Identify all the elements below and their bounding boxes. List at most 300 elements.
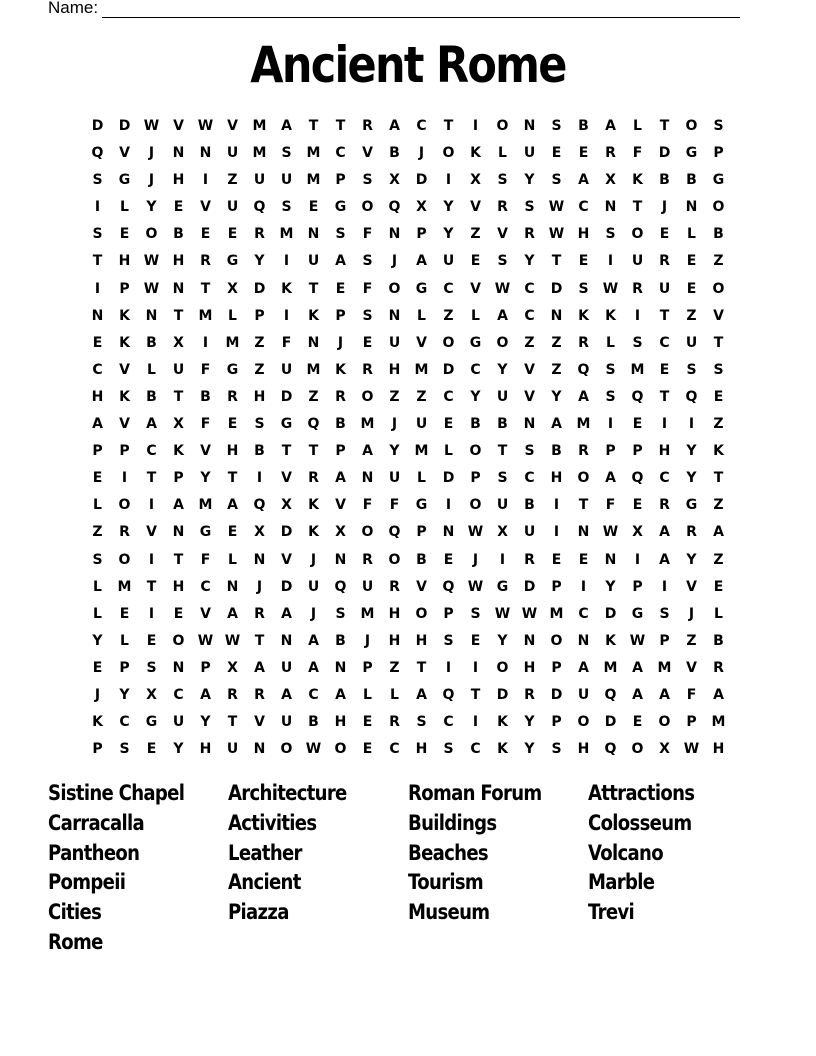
- grid-letter[interactable]: D: [658, 145, 671, 162]
- grid-letter[interactable]: C: [578, 605, 589, 622]
- grid-letter[interactable]: R: [200, 253, 211, 270]
- grid-letter[interactable]: W: [143, 118, 160, 134]
- grid-letter[interactable]: X: [389, 172, 400, 189]
- grid-letter[interactable]: M: [306, 145, 321, 162]
- grid-letter[interactable]: N: [577, 632, 590, 649]
- grid-letter[interactable]: Q: [91, 145, 104, 162]
- grid-letter[interactable]: Z: [416, 388, 427, 405]
- grid-letter[interactable]: C: [470, 741, 481, 758]
- grid-letter[interactable]: O: [442, 145, 455, 162]
- grid-letter[interactable]: L: [363, 686, 372, 703]
- grid-letter[interactable]: E: [335, 280, 346, 297]
- grid-letter[interactable]: N: [172, 145, 185, 162]
- grid-letter[interactable]: E: [227, 524, 238, 541]
- grid-letter[interactable]: N: [307, 334, 320, 351]
- grid-letter[interactable]: V: [335, 497, 346, 514]
- grid-letter[interactable]: U: [280, 714, 293, 731]
- grid-letter[interactable]: M: [198, 497, 213, 514]
- grid-letter[interactable]: Y: [470, 388, 481, 405]
- grid-letter[interactable]: T: [173, 388, 184, 405]
- grid-letter[interactable]: H: [199, 741, 212, 758]
- grid-letter[interactable]: M: [306, 361, 321, 378]
- grid-letter[interactable]: K: [497, 714, 508, 731]
- grid-letter[interactable]: X: [254, 524, 265, 541]
- grid-letter[interactable]: E: [551, 551, 562, 568]
- grid-letter[interactable]: K: [605, 307, 616, 324]
- grid-letter[interactable]: Q: [604, 741, 617, 758]
- grid-letter[interactable]: A: [335, 253, 346, 270]
- grid-letter[interactable]: B: [713, 632, 724, 649]
- grid-letter[interactable]: G: [469, 334, 482, 351]
- grid-letter[interactable]: D: [253, 280, 266, 297]
- grid-letter[interactable]: P: [632, 443, 643, 460]
- grid-letter[interactable]: T: [308, 118, 319, 134]
- grid-letter[interactable]: M: [549, 605, 564, 622]
- grid-letter[interactable]: M: [252, 118, 267, 134]
- grid-letter[interactable]: Y: [686, 470, 697, 487]
- grid-letter[interactable]: M: [225, 334, 240, 351]
- grid-letter[interactable]: M: [117, 578, 132, 595]
- grid-letter[interactable]: R: [389, 578, 400, 595]
- grid-letter[interactable]: P: [713, 145, 724, 162]
- grid-letter[interactable]: S: [551, 172, 562, 189]
- grid-letter[interactable]: Q: [577, 361, 590, 378]
- grid-letter[interactable]: D: [442, 470, 455, 487]
- grid-letter[interactable]: A: [632, 659, 643, 676]
- grid-letter[interactable]: J: [148, 145, 155, 162]
- grid-letter[interactable]: A: [146, 416, 157, 433]
- grid-letter[interactable]: C: [308, 686, 319, 703]
- grid-letter[interactable]: G: [118, 172, 131, 189]
- grid-letter[interactable]: G: [415, 280, 428, 297]
- grid-letter[interactable]: Y: [146, 199, 157, 216]
- grid-letter[interactable]: Z: [524, 334, 535, 351]
- grid-letter[interactable]: Y: [389, 443, 400, 460]
- grid-letter[interactable]: B: [713, 226, 724, 243]
- grid-letter[interactable]: Y: [686, 443, 697, 460]
- grid-letter[interactable]: C: [524, 307, 535, 324]
- grid-letter[interactable]: O: [361, 388, 374, 405]
- grid-letter[interactable]: A: [416, 686, 427, 703]
- grid-letter[interactable]: C: [146, 443, 157, 460]
- grid-letter[interactable]: Y: [551, 388, 562, 405]
- grid-letter[interactable]: Y: [524, 253, 535, 270]
- grid-letter[interactable]: P: [92, 741, 103, 758]
- name-field[interactable]: [48, 0, 740, 18]
- grid-letter[interactable]: A: [659, 686, 670, 703]
- grid-letter[interactable]: Y: [524, 714, 535, 731]
- grid-letter[interactable]: L: [471, 307, 480, 324]
- grid-letter[interactable]: Y: [443, 226, 454, 243]
- grid-letter[interactable]: R: [632, 280, 643, 297]
- grid-letter[interactable]: O: [442, 334, 455, 351]
- grid-letter[interactable]: U: [523, 145, 536, 162]
- grid-letter[interactable]: W: [683, 741, 700, 758]
- grid-letter[interactable]: E: [173, 605, 184, 622]
- grid-letter[interactable]: V: [173, 118, 184, 134]
- grid-letter[interactable]: S: [632, 334, 643, 351]
- grid-letter[interactable]: E: [362, 714, 373, 731]
- grid-letter[interactable]: Z: [389, 659, 400, 676]
- grid-letter[interactable]: B: [551, 443, 562, 460]
- grid-letter[interactable]: N: [199, 145, 212, 162]
- grid-letter[interactable]: W: [521, 605, 538, 622]
- grid-letter[interactable]: C: [578, 199, 589, 216]
- grid-letter[interactable]: E: [659, 361, 670, 378]
- grid-letter[interactable]: U: [496, 497, 509, 514]
- grid-letter[interactable]: M: [657, 659, 672, 676]
- grid-letter[interactable]: D: [550, 686, 563, 703]
- grid-letter[interactable]: K: [632, 172, 643, 189]
- grid-letter[interactable]: A: [713, 686, 724, 703]
- grid-letter[interactable]: Y: [686, 551, 697, 568]
- grid-letter[interactable]: A: [335, 470, 346, 487]
- grid-letter[interactable]: H: [172, 253, 185, 270]
- grid-letter[interactable]: Q: [631, 470, 644, 487]
- grid-letter[interactable]: P: [470, 470, 481, 487]
- grid-letter[interactable]: I: [256, 470, 263, 487]
- grid-letter[interactable]: T: [227, 470, 238, 487]
- grid-letter[interactable]: T: [659, 118, 670, 134]
- grid-letter[interactable]: B: [659, 172, 670, 189]
- grid-letter[interactable]: R: [686, 524, 697, 541]
- grid-letter[interactable]: K: [173, 443, 184, 460]
- grid-letter[interactable]: A: [308, 659, 319, 676]
- grid-letter[interactable]: B: [497, 416, 508, 433]
- grid-letter[interactable]: V: [416, 578, 427, 595]
- grid-letter[interactable]: S: [713, 361, 724, 378]
- grid-letter[interactable]: N: [91, 307, 104, 324]
- grid-letter[interactable]: H: [388, 605, 401, 622]
- grid-letter[interactable]: L: [147, 361, 156, 378]
- grid-letter[interactable]: S: [605, 226, 616, 243]
- grid-letter[interactable]: Q: [334, 578, 347, 595]
- grid-letter[interactable]: U: [361, 578, 374, 595]
- grid-letter[interactable]: M: [306, 172, 321, 189]
- grid-letter[interactable]: U: [226, 145, 239, 162]
- grid-letter[interactable]: I: [148, 497, 155, 514]
- grid-letter[interactable]: K: [578, 307, 589, 324]
- grid-letter[interactable]: A: [281, 686, 292, 703]
- grid-letter[interactable]: T: [173, 307, 184, 324]
- grid-letter[interactable]: S: [659, 605, 670, 622]
- grid-letter[interactable]: I: [688, 416, 695, 433]
- grid-letter[interactable]: S: [551, 741, 562, 758]
- grid-letter[interactable]: V: [119, 416, 130, 433]
- grid-letter[interactable]: T: [659, 307, 670, 324]
- grid-letter[interactable]: N: [523, 416, 536, 433]
- grid-letter[interactable]: M: [252, 145, 267, 162]
- grid-letter[interactable]: J: [310, 605, 317, 622]
- grid-letter[interactable]: A: [335, 686, 346, 703]
- grid-letter[interactable]: W: [467, 578, 484, 595]
- grid-letter[interactable]: N: [550, 307, 563, 324]
- grid-letter[interactable]: Z: [551, 361, 562, 378]
- grid-letter[interactable]: A: [416, 253, 427, 270]
- grid-letter[interactable]: S: [416, 714, 427, 731]
- grid-letter[interactable]: J: [364, 632, 371, 649]
- grid-letter[interactable]: B: [416, 551, 427, 568]
- grid-letter[interactable]: P: [416, 226, 427, 243]
- grid-letter[interactable]: U: [226, 199, 239, 216]
- grid-letter[interactable]: H: [118, 253, 131, 270]
- grid-letter[interactable]: J: [472, 551, 479, 568]
- grid-letter[interactable]: E: [632, 416, 643, 433]
- grid-letter[interactable]: Y: [200, 470, 211, 487]
- grid-letter[interactable]: Y: [524, 172, 535, 189]
- grid-letter[interactable]: A: [578, 659, 589, 676]
- grid-letter[interactable]: R: [578, 443, 589, 460]
- grid-letter[interactable]: Z: [713, 497, 724, 514]
- grid-letter[interactable]: M: [630, 361, 645, 378]
- grid-letter[interactable]: I: [121, 470, 128, 487]
- grid-letter[interactable]: V: [362, 145, 373, 162]
- grid-letter[interactable]: L: [444, 443, 453, 460]
- grid-letter[interactable]: Y: [173, 741, 184, 758]
- grid-letter[interactable]: I: [94, 199, 101, 216]
- grid-letter[interactable]: U: [658, 280, 671, 297]
- grid-letter[interactable]: M: [360, 416, 375, 433]
- grid-letter[interactable]: A: [281, 118, 292, 134]
- grid-letter[interactable]: Y: [605, 578, 616, 595]
- grid-letter[interactable]: F: [632, 145, 643, 162]
- grid-letter[interactable]: P: [443, 605, 454, 622]
- grid-letter[interactable]: O: [685, 118, 698, 134]
- grid-letter[interactable]: B: [335, 632, 346, 649]
- grid-letter[interactable]: M: [711, 714, 726, 731]
- grid-letter[interactable]: M: [603, 659, 618, 676]
- grid-letter[interactable]: S: [92, 226, 103, 243]
- grid-letter[interactable]: H: [334, 714, 347, 731]
- grid-letter[interactable]: C: [524, 470, 535, 487]
- grid-letter[interactable]: S: [443, 632, 454, 649]
- grid-letter[interactable]: W: [467, 524, 484, 541]
- grid-letter[interactable]: I: [607, 253, 614, 270]
- grid-letter[interactable]: P: [119, 659, 130, 676]
- grid-letter[interactable]: I: [634, 551, 641, 568]
- grid-letter[interactable]: J: [94, 686, 101, 703]
- grid-letter[interactable]: L: [714, 605, 723, 622]
- grid-letter[interactable]: E: [713, 578, 724, 595]
- grid-letter[interactable]: U: [523, 524, 536, 541]
- grid-letter[interactable]: H: [172, 172, 185, 189]
- grid-letter[interactable]: P: [173, 470, 184, 487]
- grid-letter[interactable]: J: [337, 334, 344, 351]
- grid-letter[interactable]: R: [227, 388, 238, 405]
- grid-letter[interactable]: K: [497, 741, 508, 758]
- grid-letter[interactable]: T: [551, 253, 562, 270]
- grid-letter[interactable]: S: [362, 253, 373, 270]
- grid-letter[interactable]: L: [633, 118, 642, 134]
- grid-letter[interactable]: Q: [685, 388, 698, 405]
- grid-letter[interactable]: X: [632, 524, 643, 541]
- grid-letter[interactable]: I: [283, 307, 290, 324]
- grid-letter[interactable]: A: [578, 172, 589, 189]
- grid-letter[interactable]: N: [523, 632, 536, 649]
- grid-letter[interactable]: Q: [604, 686, 617, 703]
- grid-letter[interactable]: I: [499, 551, 506, 568]
- grid-letter[interactable]: H: [577, 226, 590, 243]
- grid-letter[interactable]: E: [362, 334, 373, 351]
- grid-letter[interactable]: G: [145, 714, 158, 731]
- grid-letter[interactable]: A: [605, 470, 616, 487]
- grid-letter[interactable]: X: [173, 334, 184, 351]
- grid-letter[interactable]: B: [146, 334, 157, 351]
- grid-letter[interactable]: S: [551, 118, 562, 134]
- grid-letter[interactable]: D: [550, 280, 563, 297]
- grid-letter[interactable]: W: [224, 632, 241, 649]
- grid-letter[interactable]: C: [200, 578, 211, 595]
- grid-letter[interactable]: O: [172, 632, 185, 649]
- grid-letter[interactable]: S: [146, 659, 157, 676]
- grid-letter[interactable]: F: [362, 497, 373, 514]
- grid-letter[interactable]: M: [198, 307, 213, 324]
- grid-letter[interactable]: T: [308, 443, 319, 460]
- grid-letter[interactable]: X: [227, 280, 238, 297]
- grid-letter[interactable]: A: [497, 307, 508, 324]
- grid-letter[interactable]: F: [281, 334, 292, 351]
- grid-letter[interactable]: L: [417, 470, 426, 487]
- grid-letter[interactable]: B: [578, 118, 589, 134]
- grid-letter[interactable]: C: [443, 280, 454, 297]
- grid-letter[interactable]: R: [227, 686, 238, 703]
- grid-letter[interactable]: P: [119, 280, 130, 297]
- grid-letter[interactable]: U: [388, 470, 401, 487]
- grid-letter[interactable]: J: [418, 145, 425, 162]
- grid-letter[interactable]: I: [445, 497, 452, 514]
- grid-letter[interactable]: O: [496, 659, 509, 676]
- grid-letter[interactable]: O: [496, 118, 509, 134]
- grid-letter[interactable]: V: [713, 307, 724, 324]
- grid-letter[interactable]: U: [226, 741, 239, 758]
- grid-letter[interactable]: K: [281, 280, 292, 297]
- grid-letter[interactable]: C: [119, 714, 130, 731]
- grid-letter[interactable]: O: [280, 741, 293, 758]
- grid-letter[interactable]: G: [226, 253, 239, 270]
- grid-letter[interactable]: R: [308, 470, 319, 487]
- grid-letter[interactable]: O: [388, 280, 401, 297]
- grid-letter[interactable]: P: [92, 443, 103, 460]
- grid-letter[interactable]: W: [197, 118, 214, 134]
- grid-letter[interactable]: K: [92, 714, 103, 731]
- grid-letter[interactable]: T: [146, 578, 157, 595]
- grid-letter[interactable]: O: [145, 226, 158, 243]
- grid-letter[interactable]: P: [605, 443, 616, 460]
- grid-letter[interactable]: N: [388, 307, 401, 324]
- grid-letter[interactable]: Y: [443, 199, 454, 216]
- grid-letter[interactable]: T: [308, 280, 319, 297]
- grid-letter[interactable]: L: [390, 686, 399, 703]
- grid-letter[interactable]: Y: [200, 714, 211, 731]
- grid-letter[interactable]: A: [632, 686, 643, 703]
- grid-letter[interactable]: C: [173, 686, 184, 703]
- grid-letter[interactable]: E: [443, 551, 454, 568]
- grid-letter[interactable]: H: [91, 388, 104, 405]
- grid-letter[interactable]: P: [551, 578, 562, 595]
- grid-letter[interactable]: K: [308, 497, 319, 514]
- grid-letter[interactable]: S: [713, 118, 724, 134]
- grid-letter[interactable]: Z: [686, 632, 697, 649]
- grid-letter[interactable]: N: [685, 199, 698, 216]
- grid-letter[interactable]: R: [254, 605, 265, 622]
- grid-letter[interactable]: G: [280, 416, 293, 433]
- grid-letter[interactable]: H: [226, 443, 239, 460]
- grid-letter[interactable]: V: [470, 280, 481, 297]
- grid-letter[interactable]: H: [415, 632, 428, 649]
- grid-letter[interactable]: E: [119, 605, 130, 622]
- grid-letter[interactable]: T: [578, 497, 589, 514]
- grid-letter[interactable]: U: [388, 334, 401, 351]
- grid-letter[interactable]: V: [686, 659, 697, 676]
- grid-letter[interactable]: I: [607, 416, 614, 433]
- grid-letter[interactable]: K: [119, 388, 130, 405]
- grid-letter[interactable]: R: [254, 226, 265, 243]
- grid-letter[interactable]: U: [307, 578, 320, 595]
- grid-letter[interactable]: A: [281, 605, 292, 622]
- grid-letter[interactable]: Q: [442, 686, 455, 703]
- grid-letter[interactable]: F: [362, 280, 373, 297]
- grid-letter[interactable]: X: [146, 686, 157, 703]
- grid-letter[interactable]: Q: [631, 388, 644, 405]
- grid-letter[interactable]: G: [199, 524, 212, 541]
- grid-letter[interactable]: L: [228, 551, 237, 568]
- grid-letter[interactable]: S: [497, 470, 508, 487]
- grid-letter[interactable]: O: [550, 632, 563, 649]
- grid-letter[interactable]: E: [578, 551, 589, 568]
- grid-letter[interactable]: R: [119, 524, 130, 541]
- grid-letter[interactable]: L: [93, 578, 102, 595]
- grid-letter[interactable]: T: [443, 118, 454, 134]
- grid-letter[interactable]: A: [227, 497, 238, 514]
- grid-letter[interactable]: I: [283, 253, 290, 270]
- grid-letter[interactable]: A: [200, 686, 211, 703]
- grid-letter[interactable]: G: [631, 605, 644, 622]
- grid-letter[interactable]: W: [143, 280, 160, 297]
- grid-letter[interactable]: L: [417, 307, 426, 324]
- grid-letter[interactable]: J: [256, 578, 263, 595]
- grid-letter[interactable]: T: [335, 118, 346, 134]
- grid-letter[interactable]: Q: [388, 199, 401, 216]
- grid-letter[interactable]: U: [280, 659, 293, 676]
- grid-letter[interactable]: R: [713, 659, 724, 676]
- grid-letter[interactable]: G: [712, 172, 725, 189]
- grid-letter[interactable]: E: [308, 199, 319, 216]
- grid-letter[interactable]: I: [148, 605, 155, 622]
- grid-letter[interactable]: S: [443, 741, 454, 758]
- grid-letter[interactable]: M: [360, 605, 375, 622]
- grid-letter[interactable]: D: [604, 605, 617, 622]
- grid-letter[interactable]: A: [551, 416, 562, 433]
- grid-letter[interactable]: Q: [442, 578, 455, 595]
- grid-letter[interactable]: L: [687, 226, 696, 243]
- grid-letter[interactable]: S: [686, 361, 697, 378]
- grid-letter[interactable]: C: [389, 741, 400, 758]
- grid-letter[interactable]: H: [523, 659, 536, 676]
- grid-letter[interactable]: S: [524, 199, 535, 216]
- grid-letter[interactable]: V: [416, 334, 427, 351]
- grid-letter[interactable]: J: [688, 605, 695, 622]
- grid-letter[interactable]: C: [92, 361, 103, 378]
- grid-letter[interactable]: V: [254, 714, 265, 731]
- grid-letter[interactable]: R: [578, 334, 589, 351]
- grid-letter[interactable]: K: [470, 145, 481, 162]
- grid-letter[interactable]: M: [414, 361, 429, 378]
- grid-letter[interactable]: C: [659, 470, 670, 487]
- grid-letter[interactable]: K: [335, 361, 346, 378]
- grid-letter[interactable]: X: [335, 524, 346, 541]
- grid-letter[interactable]: P: [119, 443, 130, 460]
- grid-letter[interactable]: Q: [388, 524, 401, 541]
